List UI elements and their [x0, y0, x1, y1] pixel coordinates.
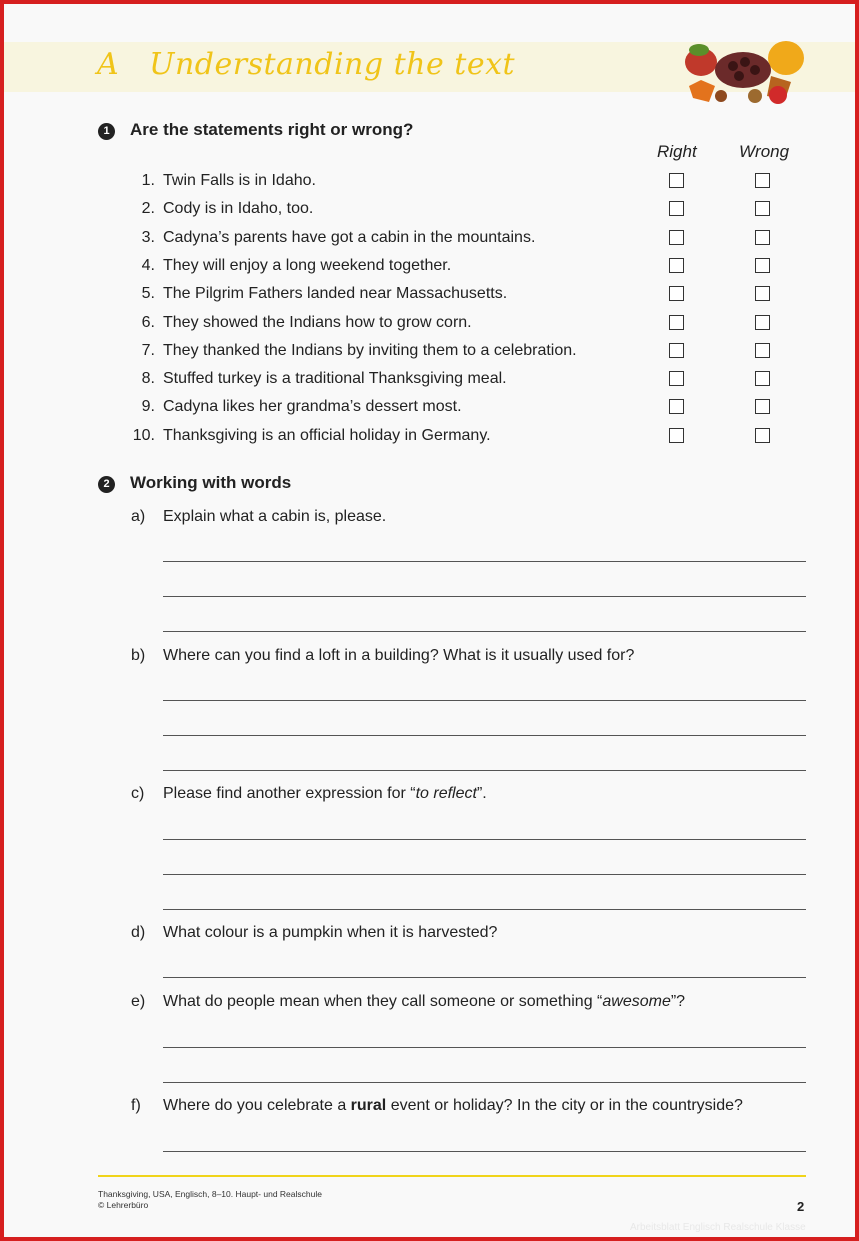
right-checkbox[interactable]	[669, 286, 684, 301]
right-checkbox[interactable]	[669, 173, 684, 188]
right-checkbox[interactable]	[669, 258, 684, 273]
statement-row	[0, 285, 859, 313]
answer-line[interactable]	[163, 1082, 806, 1083]
question-text-end: event or holiday? In the city or in the countryside?	[386, 1097, 743, 1114]
question-text: Please find another expression for “	[163, 785, 416, 802]
statement-text: They will enjoy a long weekend together.	[163, 256, 452, 274]
footer-rule	[98, 1175, 806, 1177]
answer-line[interactable]	[163, 1047, 806, 1048]
question-letter: b)	[131, 647, 146, 664]
right-checkbox[interactable]	[669, 343, 684, 358]
question-text: Where can you find a loft in a building? What is it usually used for?	[163, 647, 635, 664]
column-wrong-header: Wrong	[739, 142, 790, 161]
question-text: Explain what a cabin is, please.	[163, 508, 387, 525]
question-text-end: ”.	[476, 785, 487, 802]
statement-number: 1.	[141, 172, 155, 189]
wrong-checkbox[interactable]	[755, 371, 770, 386]
statement-row	[0, 370, 859, 398]
statement-row	[0, 257, 859, 285]
statement-text: Thanksgiving is an official holiday in Germany.	[163, 426, 491, 444]
right-checkbox[interactable]	[669, 230, 684, 245]
statement-text: Cadyna likes her grandma’s dessert most.	[163, 398, 462, 416]
title-text: Understanding the text	[149, 47, 516, 82]
right-checkbox[interactable]	[669, 428, 684, 443]
wrong-checkbox[interactable]	[755, 399, 770, 414]
statement-row	[0, 314, 859, 342]
wrong-checkbox[interactable]	[755, 230, 770, 245]
statement-text: Cody is in Idaho, too.	[163, 200, 314, 218]
statement-number: 9.	[141, 398, 155, 416]
footer-credits	[98, 1189, 322, 1211]
answer-line[interactable]	[163, 596, 806, 597]
watermark: Arbeitsblatt Englisch Realschule Klasse	[630, 1222, 806, 1233]
section1-title: Are the statements right or wrong?	[130, 120, 414, 139]
wrong-checkbox[interactable]	[755, 173, 770, 188]
wrong-checkbox[interactable]	[755, 201, 770, 216]
statement-row	[0, 200, 859, 228]
question-letter: f)	[131, 1097, 141, 1114]
wrong-checkbox[interactable]	[755, 315, 770, 330]
answer-line[interactable]	[163, 561, 806, 562]
section1-heading	[98, 120, 413, 140]
section2-heading	[98, 473, 291, 493]
statement-number: 3.	[141, 228, 155, 246]
statement-row	[0, 229, 859, 257]
statement-number: 7.	[141, 341, 155, 359]
question-prompt	[163, 924, 497, 942]
statement-number: 5.	[141, 285, 155, 303]
question-text: What colour is a pumpkin when it is harvested?	[163, 924, 498, 941]
question-emphasis: to reflect	[415, 785, 477, 802]
statement-text: They thanked the Indians by inviting them to a celebration.	[163, 341, 577, 359]
question-letter: c)	[131, 785, 145, 802]
answer-line[interactable]	[163, 735, 806, 736]
statement-text: Twin Falls is in Idaho.	[163, 172, 316, 189]
footer-line1: Thanksgiving, USA, Englisch, 8–10. Haupt- und Realschule	[98, 1189, 322, 1199]
question-keyword: rural	[350, 1097, 387, 1114]
section-letter: A	[97, 47, 120, 82]
question-prompt	[163, 993, 685, 1011]
statement-text: The Pilgrim Fathers landed near Massachusetts.	[163, 285, 508, 303]
question-emphasis: awesome	[602, 993, 671, 1010]
statement-number: 6.	[141, 313, 155, 331]
statement-row	[0, 172, 859, 200]
footer-line2: © Lehrerbüro	[98, 1200, 149, 1210]
question-prompt	[163, 785, 487, 803]
question-letter: d)	[131, 924, 146, 941]
answer-line[interactable]	[163, 1151, 806, 1152]
question-text: Where do you celebrate a	[163, 1097, 351, 1114]
right-checkbox[interactable]	[669, 399, 684, 414]
autumn-fruit-illustration	[681, 40, 806, 108]
answer-line[interactable]	[163, 909, 806, 910]
answer-line[interactable]	[163, 770, 806, 771]
statement-number: 10.	[132, 426, 155, 444]
column-right-header: Right	[657, 142, 697, 161]
section2-title: Working with words	[130, 473, 292, 492]
statement-text: Stuffed turkey is a traditional Thanksgiving meal.	[163, 370, 507, 388]
page-title	[97, 47, 515, 82]
wrong-checkbox[interactable]	[755, 286, 770, 301]
statement-row	[0, 342, 859, 370]
right-checkbox[interactable]	[669, 371, 684, 386]
answer-line[interactable]	[163, 839, 806, 840]
question-prompt	[163, 647, 634, 665]
statement-row	[0, 427, 859, 455]
question-text-end: ”?	[670, 993, 686, 1010]
statement-number: 2.	[141, 200, 155, 218]
wrong-checkbox[interactable]	[755, 428, 770, 443]
page-number: 2	[797, 1199, 805, 1214]
statement-number: 4.	[141, 256, 155, 274]
statement-text: Cadyna’s parents have got a cabin in the mountains.	[163, 228, 536, 246]
section2-number: 2	[98, 476, 115, 493]
question-letter: a)	[131, 508, 146, 525]
answer-line[interactable]	[163, 700, 806, 701]
right-checkbox[interactable]	[669, 201, 684, 216]
right-checkbox[interactable]	[669, 315, 684, 330]
question-letter: e)	[131, 993, 146, 1010]
statement-row	[0, 398, 859, 426]
answer-line[interactable]	[163, 874, 806, 875]
section1-number: 1	[98, 123, 115, 140]
question-prompt	[163, 508, 386, 526]
wrong-checkbox[interactable]	[755, 343, 770, 358]
question-prompt	[163, 1097, 743, 1115]
wrong-checkbox[interactable]	[755, 258, 770, 273]
answer-line[interactable]	[163, 977, 806, 978]
statement-number: 8.	[141, 370, 155, 388]
answer-line[interactable]	[163, 631, 806, 632]
statement-text: They showed the Indians how to grow corn.	[163, 313, 472, 331]
question-text: What do people mean when they call someone or something “	[163, 993, 603, 1010]
